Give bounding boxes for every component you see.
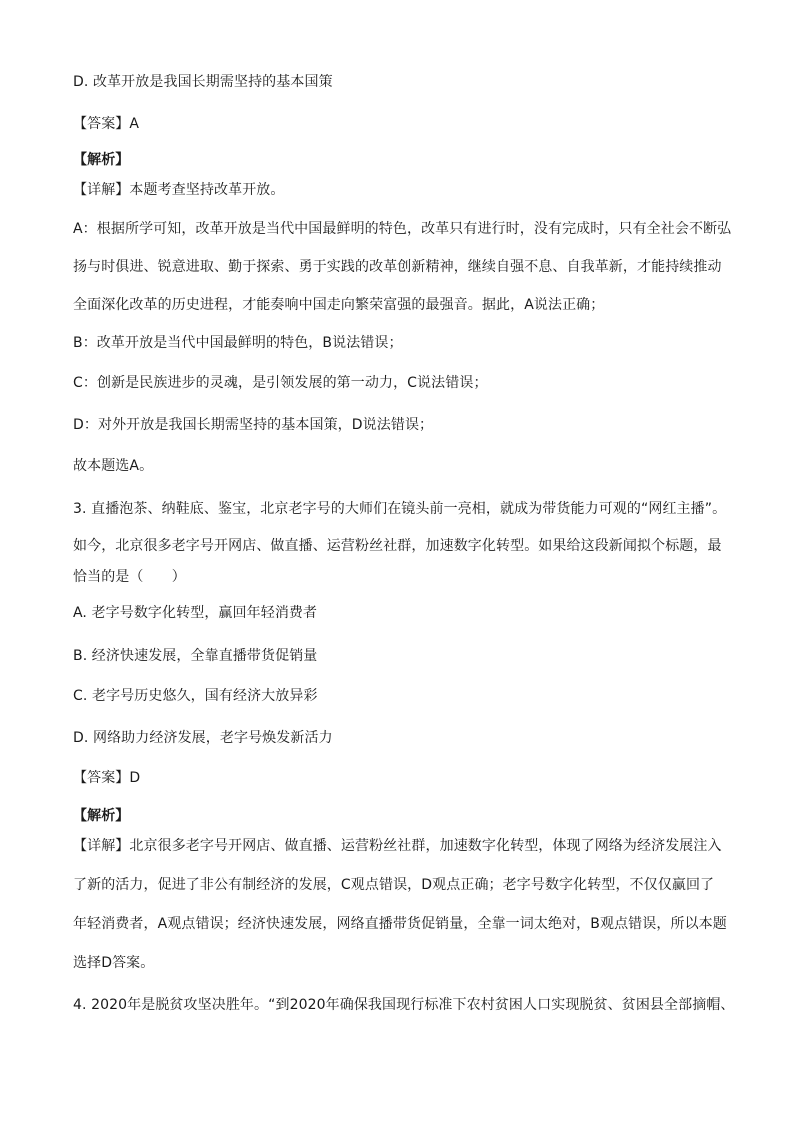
detail-line: 【详解】本题考查坚持改革开放。	[73, 182, 285, 198]
detail-line: 年轻消费者，A观点错误；经济快速发展，网络直播带货促销量，全靠一词太绝对，B观点错误，所以本题	[73, 916, 727, 932]
explanation-line: 扬与时俱进、锐意进取、勤于探索、勇于实践的改革创新精神，继续自强不息、自我革新，才能持续推动	[73, 259, 722, 275]
answer-label: 【答案】A	[73, 116, 140, 132]
option-d-line: D. 改革开放是我国长期需坚持的基本国策	[73, 74, 333, 90]
answer-label: 【答案】D	[73, 770, 141, 786]
explanation-line: D：对外开放是我国长期需坚持的基本国策，D说法错误；	[73, 417, 434, 433]
analysis-heading: 【解析】	[73, 152, 130, 168]
detail-line: 【详解】北京很多老字号开网店、做直播、运营粉丝社群，加速数字化转型，体现了网络为经济发展注入	[73, 838, 722, 854]
conclusion-line: 故本题选A。	[73, 458, 154, 474]
explanation-line: A：根据所学可知，改革开放是当代中国最鲜明的特色，改革只有进行时，没有完成时，只有全社会不断弘	[73, 221, 732, 237]
detail-line: 选择D答案。	[73, 955, 155, 971]
detail-line: 了新的活力，促进了非公有制经济的发展，C观点错误，D观点正确；老字号数字化转型，不仅仅赢回了	[73, 877, 715, 893]
analysis-heading: 【解析】	[73, 808, 130, 824]
question-4-stem: 4. 2020年是脱贫攻坚决胜年。“到2020年确保我国现行标准下农村贫困人口实现脱贫、贫困县全部摘帽、	[73, 997, 735, 1013]
option-c-line: C. 老字号历史悠久，国有经济大放异彩	[73, 688, 318, 704]
option-b-line: B. 经济快速发展，全靠直播带货促销量	[73, 648, 318, 664]
question-3-stem: 如今，北京很多老字号开网店、做直播、运营粉丝社群，加速数字化转型。如果给这段新闻拟个标题，最	[73, 538, 722, 554]
question-3-stem: 3. 直播泡茶、纳鞋底、鉴宝，北京老字号的大师们在镜头前一亮相，就成为带货能力可观的“网红主播”。	[73, 501, 727, 517]
explanation-line: C：创新是民族进步的灵魂，是引领发展的第一动力，C说法错误；	[73, 375, 488, 391]
option-a-line: A. 老字号数字化转型，赢回年轻消费者	[73, 605, 318, 621]
option-d-line: D. 网络助力经济发展，老字号焕发新活力	[73, 730, 333, 746]
explanation-line: 全面深化改革的历史进程，才能奏响中国走向繁荣富强的最强音。据此，A说法正确；	[73, 297, 605, 313]
explanation-line: B：改革开放是当代中国最鲜明的特色，B说法错误；	[73, 335, 403, 351]
question-3-stem: 恰当的是（ ）	[73, 569, 186, 585]
